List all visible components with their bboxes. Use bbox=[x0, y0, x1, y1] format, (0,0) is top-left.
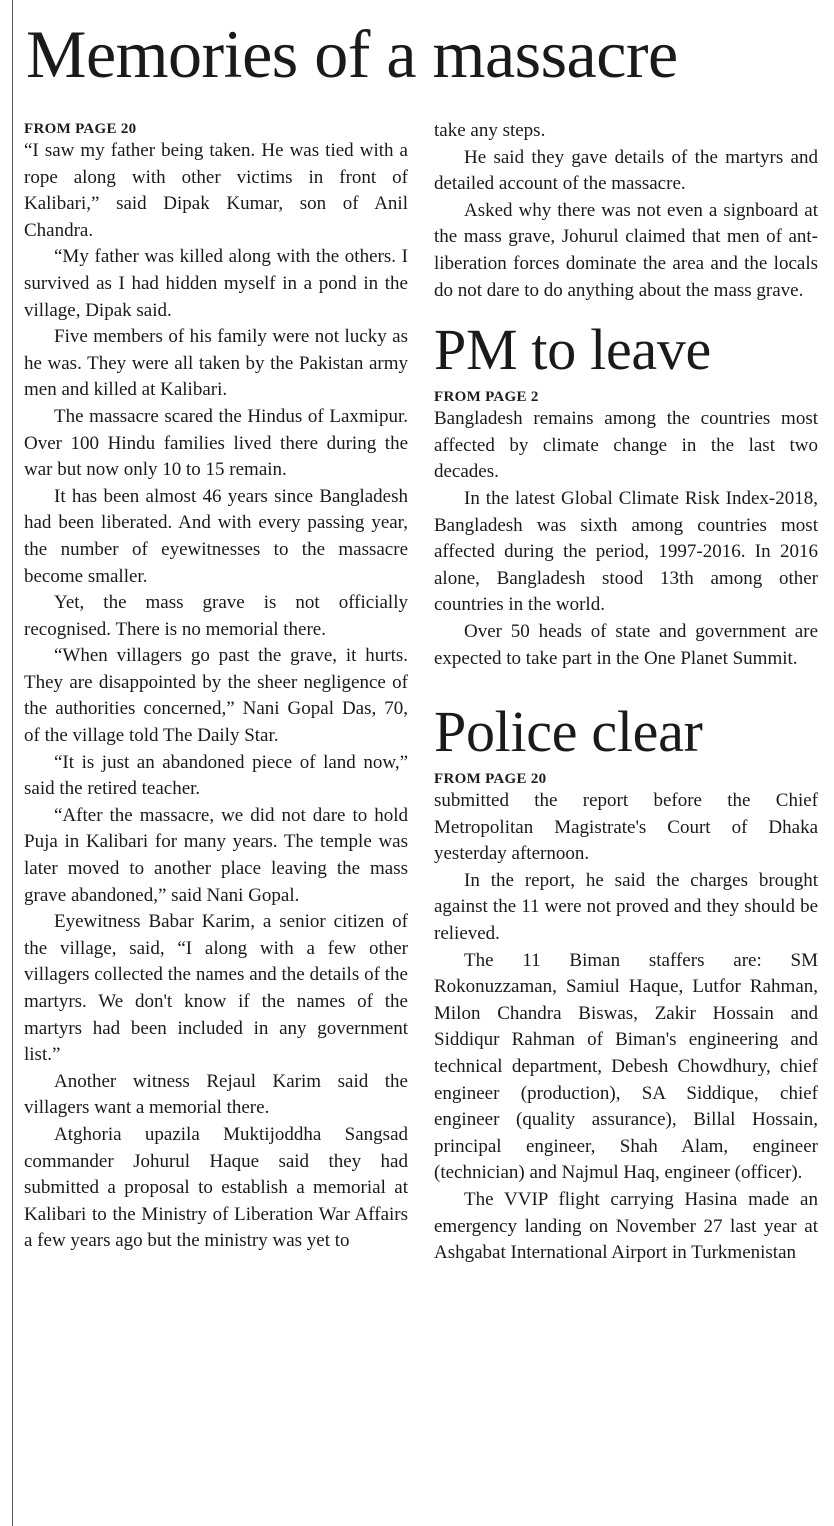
main-paragraph: “After the massacre, we did not dare to hold Puja in Kalibari for many years. The temple was later moved to another place leaving the mass grave abandoned,” said Nani Gopal. bbox=[24, 804, 408, 906]
police-jump-line: FROM PAGE 20 bbox=[434, 771, 547, 788]
main-paragraph: Eyewitness Babar Karim, a senior citizen of the village, said, “I along with a few other villagers collected the names and the details of the martyrs. We don't know if the names of the martyrs had been included in any government list.” bbox=[24, 911, 408, 1066]
main-headline: Memories of a massacre bbox=[26, 16, 678, 92]
pm-paragraph: Bangladesh remains among the countries most affected by climate change in the last two decades. bbox=[434, 408, 818, 483]
police-paragraph: The VVIP flight carrying Hasina made an emergency landing on November 27 last year at Ashgabat International Airport in Turkmenistan bbox=[434, 1189, 818, 1264]
pm-paragraph: Over 50 heads of state and government are expected to take part in the One Planet Summit. bbox=[434, 620, 818, 669]
police-paragraph: submitted the report before the Chief Metropolitan Magistrate's Court of Dhaka yesterday afternoon. bbox=[434, 790, 818, 865]
left-column bbox=[24, 120, 408, 1255]
main-paragraph: “I saw my father being taken. He was tied with a rope along with other victims in front of Kalibari,” said Dipak Kumar, son of Anil Chandra. bbox=[24, 140, 408, 241]
main-paragraph: “It is just an abandoned piece of land now,” said the retired teacher. bbox=[24, 751, 408, 800]
main-paragraph: Another witness Rejaul Karim said the villagers want a memorial there. bbox=[24, 1070, 408, 1119]
cut-off-headline bbox=[24, 1510, 324, 1526]
pm-paragraph: In the latest Global Climate Risk Index-2018, Bangladesh was sixth among countries most affected during the period, 1997-2016. In 2016 alone, Bangladesh stood 13th among other countries in the world. bbox=[434, 487, 818, 616]
pm-headline: PM to leave bbox=[434, 317, 711, 383]
main-paragraph: “My father was killed along with the others. I survived as I had hidden myself in a pond in the village, Dipak said. bbox=[24, 246, 408, 321]
main-continued-paragraph: take any steps. bbox=[434, 120, 546, 141]
police-paragraph: In the report, he said the charges brought against the 11 were not proved and they should be relieved. bbox=[434, 869, 818, 945]
main-paragraph: Atghoria upazila Muktijoddha Sangsad commander Johurul Haque said they had submitted a proposal to establish a memorial at Kalibari to the Ministry of Liberation War Affairs a few years ago but the ministry was yet to bbox=[24, 1123, 408, 1252]
column-rule bbox=[12, 0, 13, 1526]
police-headline: Police clear bbox=[434, 699, 703, 765]
main-paragraph: The massacre scared the Hindus of Laxmipur. Over 100 Hindu families lived there during the war but now only 10 to 15 remain. bbox=[24, 405, 408, 481]
main-jump-line: FROM PAGE 20 bbox=[24, 121, 137, 137]
right-column bbox=[434, 118, 818, 1267]
main-paragraph: Yet, the mass grave is not officially recognised. There is no memorial there. bbox=[24, 592, 408, 640]
main-paragraph: “When villagers go past the grave, it hurts. They are disappointed by the sheer negligence of the authorities concerned,” Nani Gopal Das, 70, of the village told The Daily Star. bbox=[24, 645, 408, 747]
main-paragraph: Five members of his family were not lucky as he was. They were all taken by the Pakistan army men and killed at Kalibari. bbox=[24, 326, 408, 401]
main-continued-paragraph: He said they gave details of the martyrs and detailed account of the massacre. bbox=[434, 146, 818, 195]
main-paragraph: It has been almost 46 years since Bangladesh had been liberated. And with every passing year, the number of eyewitnesses to the massacre become smaller. bbox=[24, 485, 408, 587]
police-paragraph: The 11 Biman staffers are: SM Rokonuzzaman, Samiul Haque, Lutfor Rahman, Milon Chandra Biswas, Zakir Hossain and Siddiqur Rahman of Biman's engineering and technical department, Debesh Chowdhury, chief engineer (production), SA Siddique, chief engineer (quality assurance), Billal Hossain, principal engineer, Shah Alam, engineer (technician) and Najmul Haq, engineer (officer). bbox=[434, 949, 818, 1184]
main-continued-paragraph: Asked why there was not even a signboard at the mass grave, Johurul claimed that men of ant-liberation forces dominate the area and the locals do not dare to do anything about the mass grave. bbox=[434, 199, 818, 301]
pm-jump-line: FROM PAGE 2 bbox=[434, 389, 539, 406]
